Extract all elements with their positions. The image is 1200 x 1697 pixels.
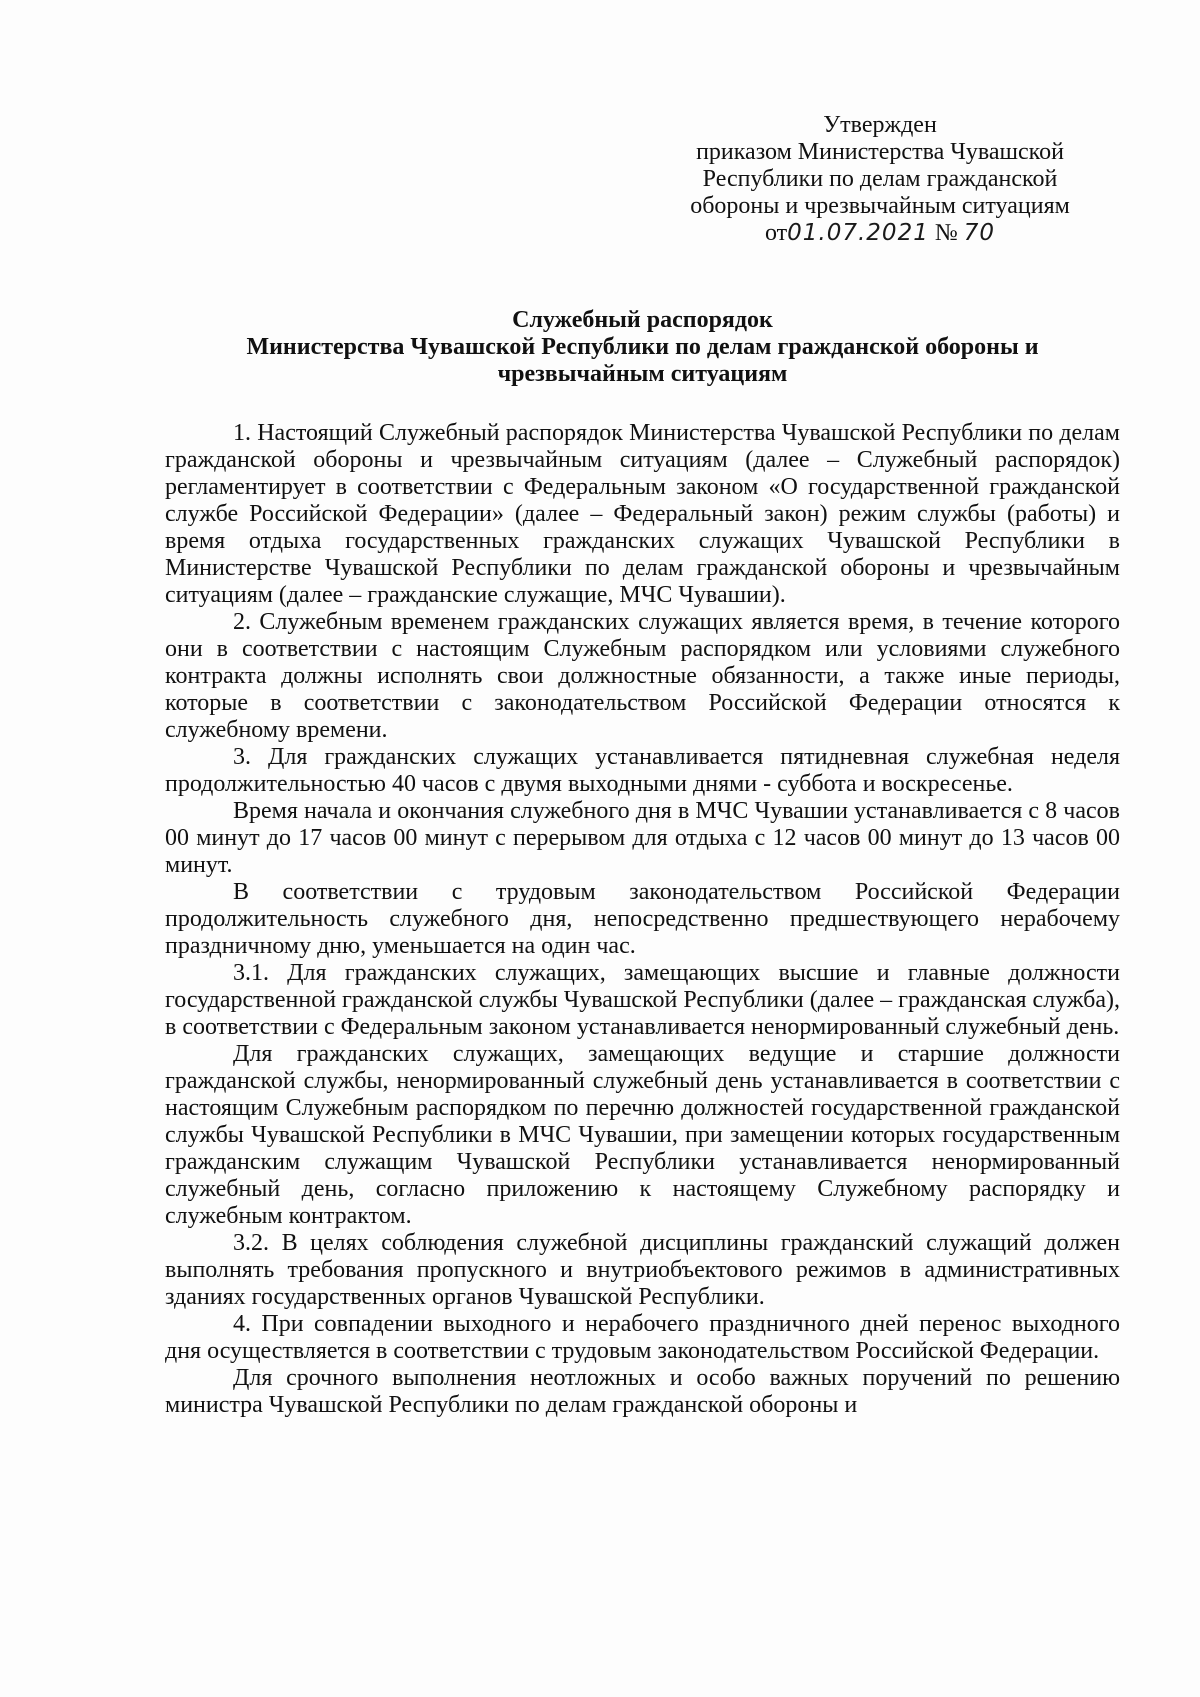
paragraph: Для срочного выполнения неотложных и особо важных поручений по решению министра Чувашской Республики по делам гражданской обороны и [165,1365,1120,1418]
handwritten-number: 70 [963,220,996,246]
approval-block [660,112,1100,250]
paragraph: 4. При совпадении выходного и нерабочего праздничного дней перенос выходного дня осуществляется в соответствии с трудовым законодательством Российской Федерации. [165,1311,1120,1364]
title-line: Министерства Чувашской Республики по делам гражданской обороны и [246,334,1039,360]
date-prefix: от [764,220,788,246]
approval-heading: Утвержден [823,112,937,138]
title-line: Служебный распорядок [512,307,773,333]
paragraph: Время начала и окончания служебного дня в МЧС Чувашии устанавливается с 8 часов 00 минут до 17 часов 00 минут с перерывом для отдыха с 12 часов 00 минут до 13 часов 00 минут. [165,798,1120,878]
paragraph: 1. Настоящий Служебный распорядок Министерства Чувашской Республики по делам гражданской обороны и чрезвычайным ситуациям (далее – Служебный распорядок) регламентирует в соответствии с Федеральным законом «О государственной гражданской службе Российской Федерации» (далее – Федеральный закон) режим службы (работы) и время отдыха государственных гражданских служащих Чувашской Республики в Министерстве Чувашской Республики по делам гражданской обороны и чрезвычайным ситуациям (далее – гражданские служащие, МЧС Чувашии). [165,420,1120,608]
paragraph: 3. Для гражданских служащих устанавливается пятидневная служебная неделя продолжительностью 40 часов с двумя выходными днями - суббота и воскресенье. [165,744,1120,797]
document-body [165,420,1120,1419]
title-line: чрезвычайным ситуациям [497,361,788,387]
paragraph: В соответствии с трудовым законодательством Российской Федерации продолжительность служебного дня, непосредственно предшествующего нерабочему праздничному дню, уменьшается на один час. [165,879,1120,959]
approval-line: приказом Министерства Чувашской [696,139,1064,165]
approval-date-line [660,220,1100,250]
handwritten-date: 01.07.2021 [787,220,929,246]
paragraph: 3.2. В целях соблюдения служебной дисциплины гражданский служащий должен выполнять требования пропускного и внутриобъектового режимов в административных зданиях государственных органов Чувашской Республики. [165,1230,1120,1310]
approval-line: обороны и чрезвычайным ситуациям [690,193,1070,219]
approval-line: Республики по делам гражданской [702,166,1058,192]
paragraph: 3.1. Для гражданских служащих, замещающих высшие и главные должности государственной гражданской службы Чувашской Республики (далее – гражданская служба), в соответствии с Федеральным законом устанавливается ненормированный служебный день. [165,960,1120,1040]
number-prefix: № [934,220,958,246]
paragraph: Для гражданских служащих, замещающих ведущие и старшие должности гражданской службы, ненормированный служебный день устанавливается в соответствии с настоящим Служебным распорядком по перечню должностей государственной гражданской службы Чувашской Республики в МЧС Чувашии, при замещении которых государственным гражданским служащим Чувашской Республики устанавливается ненормированный служебный день, согласно приложению к настоящему Служебному распорядку и служебным контрактом. [165,1041,1120,1229]
document-title [165,307,1120,388]
paragraph: 2. Служебным временем гражданских служащих является время, в течение которого они в соответствии с настоящим Служебным распорядком или условиями служебного контракта должны исполнять свои должностные обязанности, а также иные периоды, которые в соответствии с законодательством Российской Федерации относятся к служебному времени. [165,609,1120,743]
